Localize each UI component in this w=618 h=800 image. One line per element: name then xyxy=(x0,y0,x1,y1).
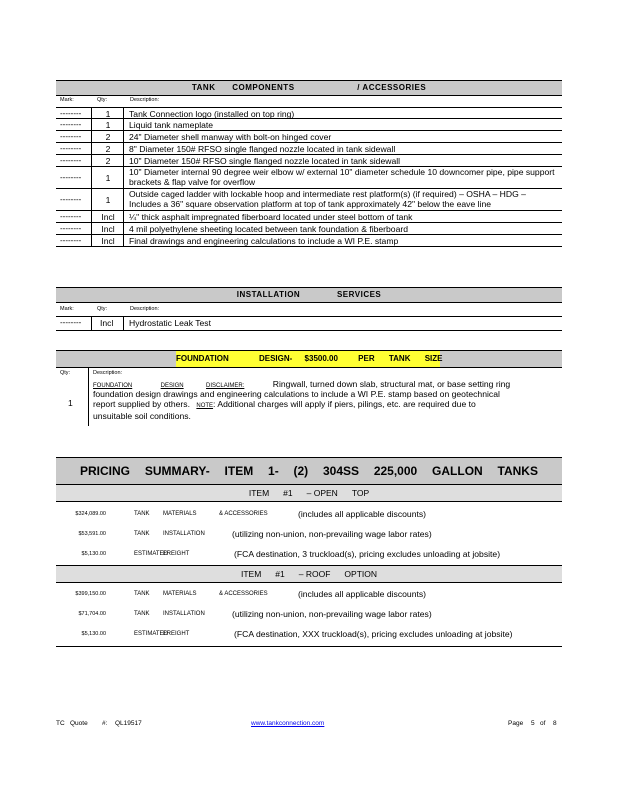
fnd-text-1: Ringwall, turned down slab, structural mat, or base setting ring xyxy=(272,379,511,389)
table-row xyxy=(56,223,562,235)
row-description: 4 mil polyethylene sheeting located between tank foundation & fiberboard xyxy=(129,224,409,234)
components-title-b: / ACCESSORIES xyxy=(357,83,427,92)
inst-row-desc: Hydrostatic Leak Test xyxy=(129,318,211,328)
row-qty: 1 xyxy=(105,108,111,119)
price-category-3: & ACCESSORIES xyxy=(219,511,268,517)
price-note: (includes all applicable discounts) xyxy=(298,589,427,599)
price-note: (FCA destination, XXX truckload(s), pricing excludes unloading at jobsite) xyxy=(234,629,513,639)
pricing-title-word: TANKS xyxy=(497,464,538,478)
price-value: $399,150.00 xyxy=(75,591,106,597)
table-row xyxy=(56,143,562,155)
price-value: $5,130.00 xyxy=(81,631,106,637)
row-description: 8" Diameter 150# RFSO single flanged nozzle located in tank sidewall xyxy=(129,144,396,154)
price-category-1: TANK xyxy=(134,591,150,597)
row-mark: -------- xyxy=(60,120,82,129)
option1-title-word: ITEM xyxy=(248,488,270,498)
price-category-2: MATERIALS xyxy=(163,591,197,597)
fnd-title-a: FOUNDATION xyxy=(176,354,229,363)
fnd-text-2: foundation design drawings and engineering calculations to include a WI P.E. stamp based on geotechnical xyxy=(93,389,500,399)
footer-hash: #: xyxy=(102,720,108,727)
fnd-note-label: NOTE xyxy=(196,403,214,409)
price-category-3: & ACCESSORIES xyxy=(219,591,268,597)
table-row xyxy=(56,235,562,247)
table-row xyxy=(56,155,562,167)
col-mark-label: Mark: xyxy=(60,97,74,103)
price-category-2: INSTALLATION xyxy=(163,531,205,537)
row-qty: Incl xyxy=(101,224,115,234)
components-title-a: TANK COMPONENTS xyxy=(191,83,295,92)
footer xyxy=(56,720,562,732)
footer-quote-no: QL19517 xyxy=(115,720,142,727)
price-category-1: TANK xyxy=(134,511,150,517)
inst-col-qty: Qty: xyxy=(97,306,108,312)
row-qty: 2 xyxy=(105,156,111,166)
fnd-text-3: report supplied by others. xyxy=(93,399,190,409)
table-row xyxy=(56,108,562,119)
col-qty-label: Qty: xyxy=(97,97,108,103)
option2-header xyxy=(56,565,562,583)
price-note: (utilizing non-union, non-prevailing wage labor rates) xyxy=(232,529,432,539)
inst-col-desc: Description: xyxy=(130,306,160,312)
table-row xyxy=(56,167,562,189)
fnd-title-e: SIZE xyxy=(424,354,443,363)
row-mark: -------- xyxy=(60,224,82,233)
price-category-2: INSTALLATION xyxy=(163,611,205,617)
row-description: Liquid tank nameplate xyxy=(129,120,214,130)
installation-title-a: INSTALLATION xyxy=(236,290,301,299)
row-qty: 1 xyxy=(105,120,111,130)
inst-row-mark: -------- xyxy=(60,318,82,327)
fnd-qty: 1 xyxy=(68,398,73,408)
option1-title-word: TOP xyxy=(351,488,370,498)
installation-title-b: SERVICES xyxy=(336,290,382,299)
option2-title-word: #1 xyxy=(275,569,285,579)
pricing-title-word: SUMMARY- xyxy=(144,464,210,478)
fnd-text-5: unsuitable soil conditions. xyxy=(93,411,191,421)
row-mark: -------- xyxy=(60,236,82,245)
option2-title-word: ITEM xyxy=(240,569,262,579)
table-row xyxy=(56,119,562,131)
row-description: Tank Connection logo (installed on top ring) xyxy=(129,108,295,119)
pricing-title-word: ITEM xyxy=(224,464,254,478)
row-mark: -------- xyxy=(60,132,82,141)
price-note: (utilizing non-union, non-prevailing wage labor rates) xyxy=(232,609,432,619)
row-description: Outside caged ladder with lockable hoop and intermediate rest platform(s) (if required) – OSHA – HDG – Includes a 36" square observation platform at top of tank approximately 42" below the eave line xyxy=(129,189,526,209)
fnd-price: $3500.00 xyxy=(304,354,338,363)
price-category-2: FREIGHT xyxy=(163,631,190,637)
pricing-title-word: 1- xyxy=(268,464,279,478)
row-mark: -------- xyxy=(60,173,82,182)
price-note: (includes all applicable discounts) xyxy=(298,509,427,519)
price-value: $53,591.00 xyxy=(78,531,106,537)
row-mark: -------- xyxy=(60,156,82,165)
foundation-description xyxy=(93,379,559,421)
inst-col-mark: Mark: xyxy=(60,306,74,312)
row-mark: -------- xyxy=(60,108,82,118)
row-qty: 2 xyxy=(105,144,111,154)
row-qty: Incl xyxy=(101,236,115,246)
fnd-col-desc: Description: xyxy=(93,370,123,376)
option2-title-word: OPTION xyxy=(344,569,378,579)
price-value: $324,089.00 xyxy=(75,511,106,517)
price-category-2: MATERIALS xyxy=(163,511,197,517)
footer-of: of xyxy=(540,720,546,727)
option1-header xyxy=(56,485,562,502)
fnd-text-4: : Additional charges will apply if piers, pilings, etc. are required due to xyxy=(213,399,476,409)
row-description: 10" Diameter 150# RFSO single flanged nozzle located in tank sidewall xyxy=(129,156,401,166)
price-category-1: TANK xyxy=(134,531,150,537)
fnd-title-c: PER xyxy=(358,354,375,363)
row-qty: 1 xyxy=(105,195,111,205)
fnd-title-b: DESIGN- xyxy=(258,354,293,363)
row-description: 24" Diameter shell manway with bolt-on hinged cover xyxy=(129,132,332,142)
fnd-disc-c: DISCLAIMER: xyxy=(206,383,245,389)
pricing-title-word: 304SS xyxy=(322,464,360,478)
pricing-title-word: 225,000 xyxy=(373,464,418,478)
fnd-col-qty: Qty: xyxy=(60,370,71,376)
fnd-disc-b: DESIGN xyxy=(160,383,184,389)
pricing-title-word: (2) xyxy=(293,464,309,478)
components-header xyxy=(56,80,562,96)
footer-page-total: 8 xyxy=(553,720,557,727)
option2-title-word: – ROOF xyxy=(298,569,331,579)
pricing-title-word: PRICING xyxy=(80,464,131,478)
installation-header xyxy=(56,287,562,303)
table-row xyxy=(56,211,562,223)
price-category-1: ESTIMATED xyxy=(134,551,168,557)
price-note: (FCA destination, 3 truckload(s), pricing excludes unloading at jobsite) xyxy=(234,549,501,559)
price-value: $5,130.00 xyxy=(81,551,106,557)
footer-page: Page xyxy=(508,720,524,727)
foundation-header xyxy=(176,351,443,367)
table-row xyxy=(56,131,562,143)
col-desc-label: Description: xyxy=(130,97,160,103)
row-mark: -------- xyxy=(60,195,82,204)
footer-quote: Quote xyxy=(70,720,88,727)
footer-tc: TC xyxy=(56,720,65,727)
price-category-1: TANK xyxy=(134,611,150,617)
row-qty: Incl xyxy=(101,212,115,222)
price-value: $71,704.00 xyxy=(78,611,106,617)
price-category-2: FREIGHT xyxy=(163,551,190,557)
table-row xyxy=(56,189,562,211)
pricing-title-word: GALLON xyxy=(432,464,483,478)
footer-url-link[interactable]: www.tankconnection.com xyxy=(251,720,325,727)
row-qty: 2 xyxy=(105,132,111,142)
fnd-title-d: TANK xyxy=(388,354,411,363)
row-qty: 1 xyxy=(105,173,111,183)
option1-title-word: – OPEN xyxy=(306,488,338,498)
row-description: 10" Diameter internal 90 degree weir elbow w/ external 10" diameter schedule 10 downcomer pipe, pipe support brackets & flap valve for overflow xyxy=(129,167,555,187)
pricing-header xyxy=(56,457,562,485)
price-category-1: ESTIMATED xyxy=(134,631,168,637)
row-mark: -------- xyxy=(60,212,82,221)
row-description: Final drawings and engineering calculations to include a WI P.E. stamp xyxy=(129,236,399,246)
row-description: ¼" thick asphalt impregnated fiberboard located under steel bottom of tank xyxy=(129,212,413,222)
option1-title-word: #1 xyxy=(283,488,293,498)
fnd-disc-a: FOUNDATION xyxy=(93,383,133,389)
row-mark: -------- xyxy=(60,144,82,153)
footer-page-no: 5 xyxy=(531,720,535,727)
inst-row-qty: Incl xyxy=(100,318,114,328)
